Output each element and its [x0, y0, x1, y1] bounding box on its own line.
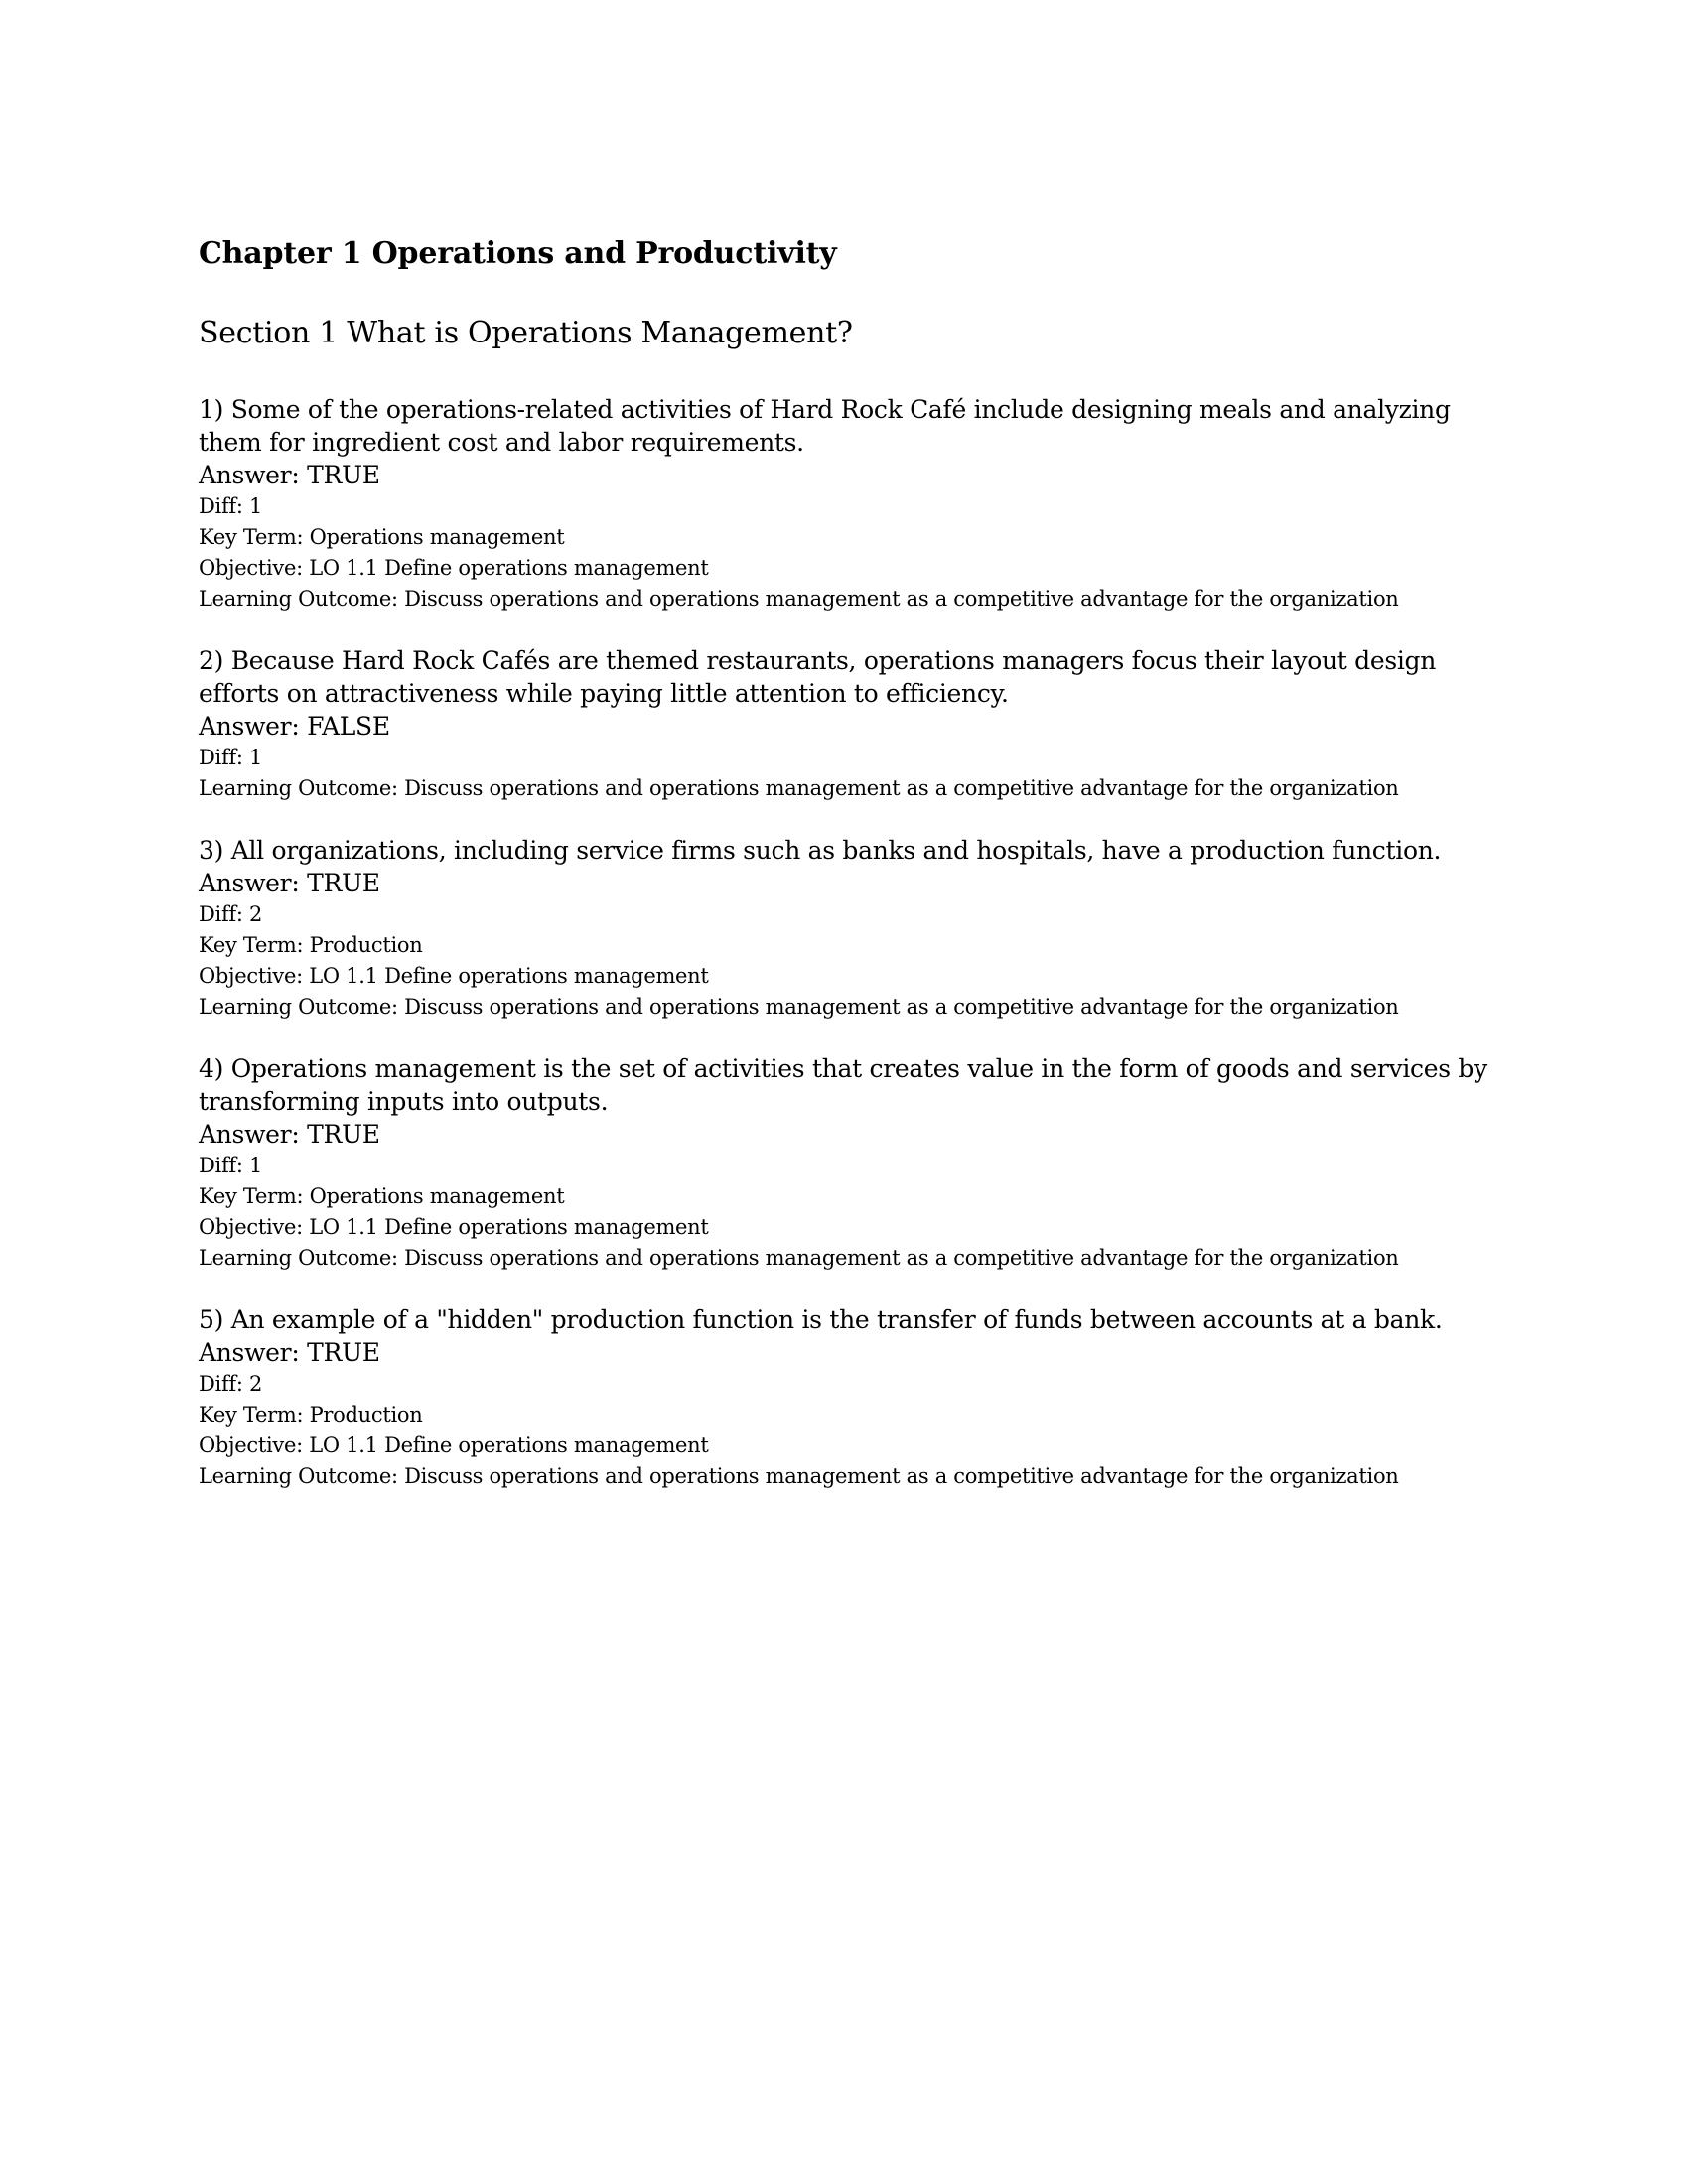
question-item	[199, 1303, 1509, 1492]
document-page	[199, 234, 1509, 1522]
answer-line: Answer: TRUE	[199, 1120, 380, 1149]
question-item	[199, 644, 1509, 804]
question-text: 5) An example of a "hidden" production function is the transfer of funds between accounts at a bank.	[199, 1305, 1443, 1334]
learning-outcome-line: Learning Outcome: Discuss operations and operations management as a competitive advantage for the organization	[199, 776, 1399, 800]
key-term-line: Key Term: Operations management	[199, 1184, 565, 1208]
question-text: 1) Some of the operations-related activities of Hard Rock Café include designing meals and analyzing them for ingredient cost and labor requirements.	[199, 395, 1451, 457]
question-text: 2) Because Hard Rock Cafés are themed restaurants, operations managers focus their layout design efforts on attractiveness while paying little attention to efficiency.	[199, 646, 1437, 708]
question-text: 4) Operations management is the set of activities that creates value in the form of goods and services by transforming inputs into outputs.	[199, 1054, 1487, 1116]
difficulty-line: Diff: 2	[199, 1372, 263, 1396]
learning-outcome-line: Learning Outcome: Discuss operations and operations management as a competitive advantage for the organization	[199, 587, 1399, 611]
answer-line: Answer: FALSE	[199, 712, 390, 741]
learning-outcome-line: Learning Outcome: Discuss operations and operations management as a competitive advantage for the organization	[199, 995, 1399, 1019]
difficulty-line: Diff: 2	[199, 902, 263, 926]
difficulty-line: Diff: 1	[199, 494, 263, 518]
objective-line: Objective: LO 1.1 Define operations management	[199, 964, 709, 988]
question-item	[199, 393, 1509, 614]
key-term-line: Key Term: Production	[199, 1403, 423, 1427]
objective-line: Objective: LO 1.1 Define operations management	[199, 1215, 709, 1239]
question-text: 3) All organizations, including service firms such as banks and hospitals, have a production function.	[199, 836, 1442, 865]
key-term-line: Key Term: Operations management	[199, 525, 565, 549]
objective-line: Objective: LO 1.1 Define operations management	[199, 556, 709, 580]
answer-line: Answer: TRUE	[199, 461, 380, 489]
learning-outcome-line: Learning Outcome: Discuss operations and operations management as a competitive advantage for the organization	[199, 1246, 1399, 1270]
section-title: Section 1 What is Operations Management?	[199, 316, 853, 350]
difficulty-line: Diff: 1	[199, 1154, 263, 1177]
chapter-title: Chapter 1 Operations and Productivity	[199, 236, 837, 271]
objective-line: Objective: LO 1.1 Define operations management	[199, 1433, 709, 1457]
answer-line: Answer: TRUE	[199, 1338, 380, 1367]
difficulty-line: Diff: 1	[199, 746, 263, 769]
question-item	[199, 834, 1509, 1023]
answer-line: Answer: TRUE	[199, 869, 380, 897]
question-item	[199, 1052, 1509, 1274]
key-term-line: Key Term: Production	[199, 933, 423, 957]
learning-outcome-line: Learning Outcome: Discuss operations and operations management as a competitive advantage for the organization	[199, 1464, 1399, 1488]
